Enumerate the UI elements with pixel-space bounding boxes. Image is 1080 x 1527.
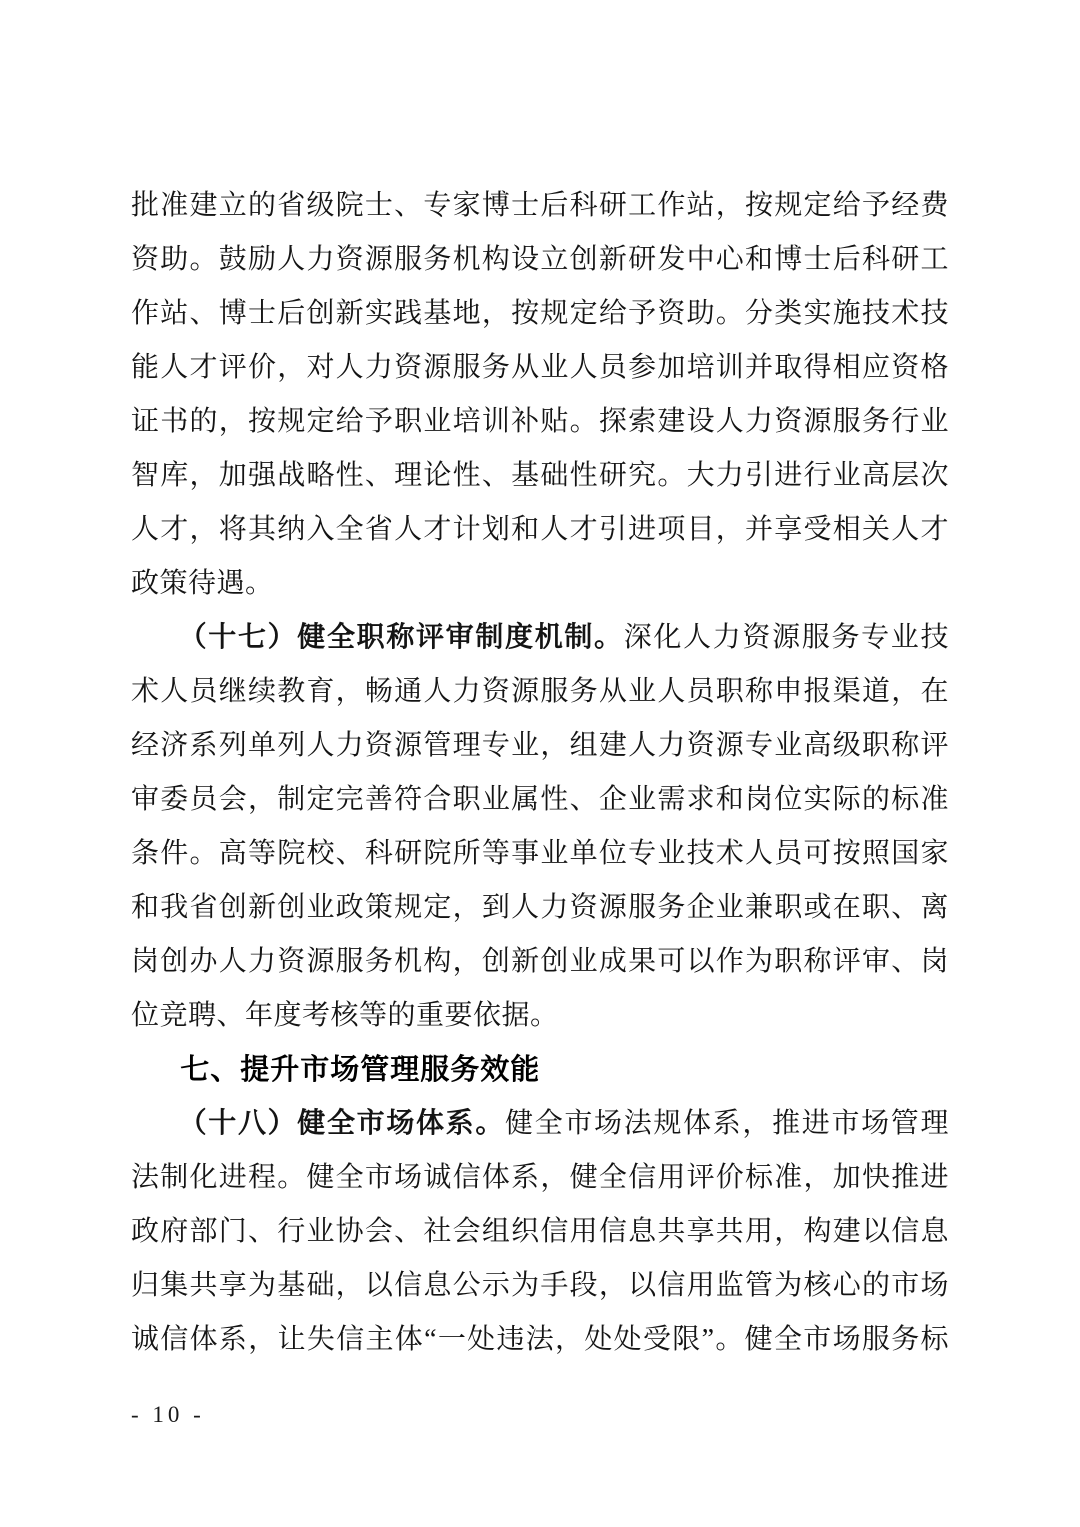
text-block — [131, 179, 949, 1367]
text-line — [131, 611, 949, 665]
text-run: 健全市场法规体系，推进市场管理 — [505, 1108, 949, 1139]
text-run: 资助。鼓励人力资源服务机构设立创新研发中心和博士后科研工 — [131, 244, 949, 275]
text-run: 政府部门、行业协会、社会组织信用信息共享共用，构建以信息 — [131, 1216, 949, 1247]
emphasis-run: （十八）健全市场体系。 — [178, 1108, 506, 1139]
text-line — [131, 1205, 949, 1259]
text-run: 诚信体系，让失信主体“一处违法，处处受限”。健全市场服务标 — [131, 1324, 949, 1355]
text-line — [131, 935, 949, 989]
text-line — [131, 233, 949, 287]
emphasis-run: 七、提升市场管理服务效能 — [180, 1054, 541, 1086]
text-line — [131, 773, 949, 827]
text-run: 法制化进程。健全市场诚信体系，健全信用评价标准，加快推进 — [131, 1162, 949, 1193]
text-line — [131, 1151, 949, 1205]
text-run: 批准建立的省级院士、专家博士后科研工作站，按规定给予经费 — [131, 190, 949, 221]
text-run: 人才，将其纳入全省人才计划和人才引进项目，并享受相关人才 — [131, 514, 949, 545]
text-line — [131, 287, 949, 341]
text-run: 条件。高等院校、科研院所等事业单位专业技术人员可按照国家 — [131, 838, 949, 869]
text-run: 岗创办人力资源服务机构，创新创业成果可以作为职称评审、岗 — [131, 946, 949, 977]
text-run: 审委员会，制定完善符合职业属性、企业需求和岗位实际的标准 — [131, 784, 949, 815]
text-run: 深化人力资源服务专业技 — [623, 622, 949, 653]
text-run: 证书的，按规定给予职业培训补贴。探索建设人力资源服务行业 — [131, 406, 949, 437]
text-line — [131, 989, 949, 1043]
text-line — [131, 395, 949, 449]
text-line — [131, 179, 949, 233]
text-line — [131, 1259, 949, 1313]
text-run: 归集共享为基础，以信息公示为手段，以信用监管为核心的市场 — [131, 1270, 949, 1301]
text-run: 作站、博士后创新实践基地，按规定给予资助。分类实施技术技 — [131, 298, 949, 329]
text-run: 术人员继续教育，畅通人力资源服务从业人员职称申报渠道，在 — [131, 676, 949, 707]
text-line — [131, 341, 949, 395]
section-heading — [131, 1043, 949, 1097]
text-line — [131, 665, 949, 719]
text-run: 和我省创新创业政策规定，到人力资源服务企业兼职或在职、离 — [131, 892, 949, 923]
text-run: 位竞聘、年度考核等的重要依据。 — [131, 1000, 559, 1031]
text-line — [131, 881, 949, 935]
text-line — [131, 827, 949, 881]
emphasis-run: （十七）健全职称评审制度机制。 — [178, 622, 624, 653]
text-run: 能人才评价，对人力资源服务从业人员参加培训并取得相应资格 — [131, 352, 949, 383]
text-run: 政策待遇。 — [131, 568, 274, 599]
text-line — [131, 719, 949, 773]
text-line — [131, 503, 949, 557]
text-line — [131, 1313, 949, 1367]
text-line — [131, 449, 949, 503]
text-line — [131, 557, 949, 611]
page-number: - 10 - — [131, 1402, 205, 1427]
text-run: 经济系列单列人力资源管理专业，组建人力资源专业高级职称评 — [131, 730, 949, 761]
text-line — [131, 1097, 949, 1151]
text-run: 智库，加强战略性、理论性、基础性研究。大力引进行业高层次 — [131, 460, 949, 491]
